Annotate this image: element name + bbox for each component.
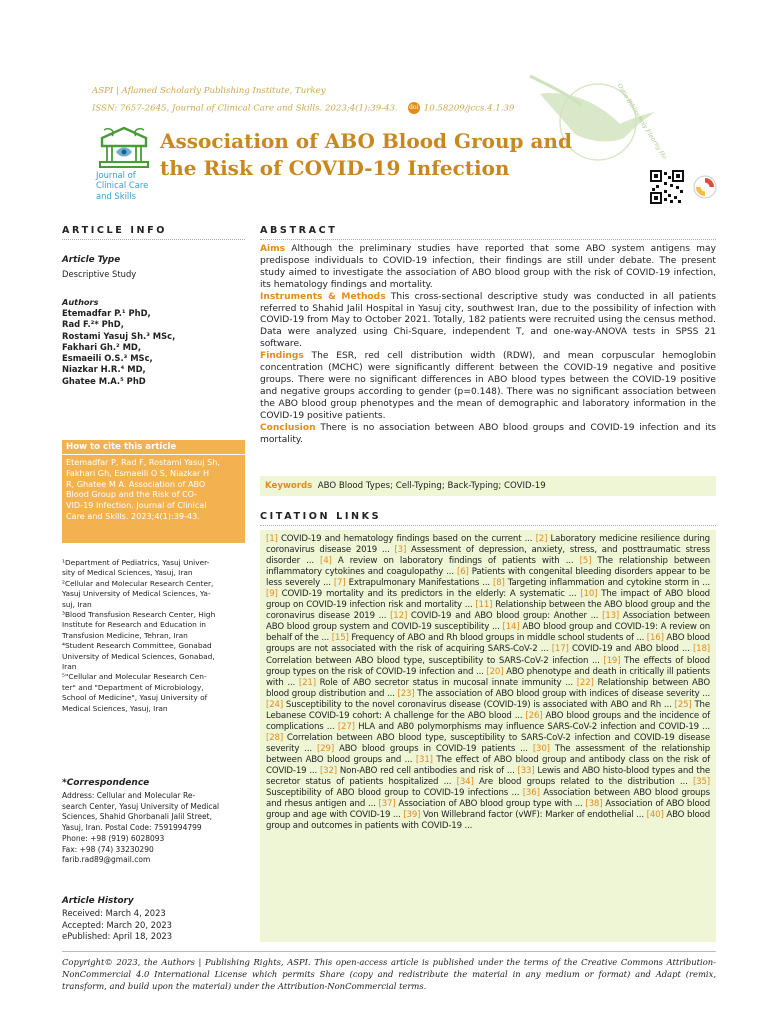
citation-link-text[interactable]: ABO blood groups and the incidence of complications ... [266,710,710,732]
citation-link-text[interactable]: Susceptibility to the novel coronavirus disease (COVID-19) is associated with ABO and Rh ... [283,699,675,710]
citation-link-number[interactable]: [13] [602,611,620,622]
citation-links-box [260,530,716,942]
article-type-label: Article Type [62,255,121,265]
how-to-cite-line: Fakhari Gh, Esmaeili O S, Niazkar H [66,467,210,478]
aims-text: Although the preliminary studies have reported that some ABO system antigens may predispose individuals to COVID-19 infection, their findings are still under debate. The present study aimed to investigate the association of ABO blood group with the risk of COVID-19 infection, its hematology findings and mortality. [260,244,716,290]
citation-link-number[interactable]: [35] [692,777,710,788]
findings-label: Findings [260,351,304,362]
citation-link-number[interactable]: [40] [646,810,664,821]
citation-link-number[interactable]: [26] [525,710,543,721]
citation-link-number[interactable]: [23] [397,688,415,699]
citation-link-text[interactable]: COVID-19 and hematology findings based on the current ... [277,534,536,544]
affiliation-line: Transfusion Medicine, Tehran, Iran [62,630,188,640]
qr-code-icon[interactable] [650,170,684,204]
how-to-cite-label: How to cite this article [62,440,245,455]
journal-logo-text [96,170,156,201]
how-to-cite-box [62,440,245,543]
citation-link-number[interactable]: [28] [266,732,284,743]
title-line-2: the Risk of COVID-19 Infection [160,156,510,180]
author-5: Esmaeili O.S.³ MSc, [62,353,153,364]
article-info-rule [62,239,245,240]
published-date: ePublished: April 18, 2023 [62,931,173,942]
article-history-label: Article History [62,896,134,906]
affiliation-line: ³Blood Transfusion Research Center, High [62,610,216,620]
abstract-rule [260,239,716,240]
affiliation-line: ⁵"Cellular and Molecular Research Cen- [62,672,207,682]
citation-link-number[interactable]: [16] [646,633,664,644]
received-date: Received: March 4, 2023 [62,908,166,918]
citation-link-number[interactable]: [37] [378,799,396,810]
aims-label: Aims [260,244,286,254]
title-line-1: Association of ABO Blood Group and [160,129,572,153]
affiliation-line: Yasuj University of Medical Sciences, Ya- [62,589,211,599]
how-to-cite-line: R, Ghatee M A. Association of ABO [66,478,206,489]
how-to-cite-line: Care and Skills. 2023;4(1):39-43. [66,510,200,521]
abstract-body [260,244,716,446]
citation-link-number[interactable]: [1] [266,534,278,544]
citation-link-number[interactable]: [32] [319,765,338,776]
citation-link-text[interactable]: ABO blood groups in COVID-19 patients ... [334,743,533,754]
doi-icon: doi [408,102,420,114]
citation-link-text[interactable]: ABO blood group and outcomes in patients with COVID-19 ... [266,810,711,832]
citation-link-text[interactable]: Patients with congenital bleeding disorders appear to be less severely ... [266,567,710,589]
keywords-label: Keywords [265,481,313,491]
copyright-notice: Copyright© 2023, the Authors | Publishing Rights, ASPI. This open-access article is published under the terms of the Creative Commons Attribution-NonCommercial 4.0 International License which permits Share (copy and redistribute the material in any medium or format) and Adapt (remix, transform, and build upon the material) under the Attribution-NonCommercial terms. [62,957,716,991]
correspondence-label: *Correspondence [62,778,150,788]
citation-link-text[interactable]: Extrapulmonary Manifestations ... [345,578,494,589]
citation-link-text[interactable]: Susceptibility of ABO blood group to COVID-19 infections ... [266,788,523,799]
affiliations [62,558,245,714]
author-6: Niazkar H.R.⁴ MD, [62,364,146,375]
citation-link-text[interactable]: Correlation between ABO blood type, susceptibility to SARS-CoV-2 infection ... [266,655,604,666]
citation-link-number[interactable]: [17] [551,644,569,655]
citation-link-number[interactable]: [27] [337,721,355,732]
citation-link-text[interactable]: Are blood groups related to the distribution ... [473,777,693,788]
citation-link-text[interactable]: Assessment of depression, anxiety, stress, and posttraumatic stress disorder ... [266,545,710,567]
citation-link-text[interactable]: Relationship between ABO blood group distribution and ... [266,677,710,699]
keywords-text: ABO Blood Types; Cell-Typing; Back-Typing; COVID-19 [317,481,546,491]
doi-link[interactable]: 10.58209/jccs.4.1.39 [423,103,515,114]
keywords-box [260,476,716,496]
citation-link-text[interactable]: COVID-19 mortality and its predictors in the elderly: A systematic ... [277,589,581,600]
citation-link-number[interactable]: [20] [486,666,504,677]
citation-link-number[interactable]: [19] [603,655,621,666]
journal-line [92,102,552,114]
how-to-cite-line: VID-19 Infection. Journal of Clinical [66,500,207,511]
citation-link-text[interactable]: Non-ABO red cell antibodies and risk of ... [337,765,518,776]
crossmark-icon[interactable] [692,174,718,200]
citation-link-text[interactable]: The relationship between inflammatory cytokines and coagulopathy ... [266,556,710,578]
citation-link-text[interactable]: Role of ABO secretor status in mucosal innate immunity ... [315,677,577,688]
stamp-text: Ostio Bibliocholy Flearny Ho [615,82,668,161]
citation-link-text[interactable]: Laboratory medicine resilience during coronavirus disease 2019 ... [266,534,710,556]
author-2: Rad F.²* PhD, [62,319,124,330]
address-line: Address: Cellular and Molecular Re- [62,791,196,800]
citation-link-number[interactable]: [2] [535,534,548,544]
citation-link-number[interactable]: [6] [457,567,469,578]
abstract-aims [260,244,716,292]
affiliation-line: Iran [62,662,77,672]
citation-link-number[interactable]: [22] [576,677,594,688]
citation-link-text[interactable]: Association of ABO blood group type with ... [395,799,586,810]
abstract-methods [260,292,716,352]
how-to-cite-line: Blood Group and the Risk of CO- [66,489,198,500]
affiliation-line: Institute for Research and Education in [62,620,206,630]
conclusion-label: Conclusion [260,422,316,433]
citation-link-text[interactable]: Association of ABO blood group and age with COVID-19 ... [266,799,711,821]
citation-link-number[interactable]: [10] [580,589,598,600]
findings-text: The ESR, red cell distribution width (RDW), and mean corpuscular hemoglobin concentration (MCHC) were significantly different between the COVID-19 negative and positive groups. There were no significant differences in ABO blood types between the COVID-19 positive and negative groups according to gender (p=0.148). There was no significant association between the ABO blood group phenotypes and the mean of demographic and laboratory information in the COVID-19 positive patients. [260,351,716,421]
address-line: search Center, Yasuj University of Medical [62,801,220,811]
citation-link-text[interactable]: ABO blood group and COVID-19: A review on behalf of the ... [266,622,710,644]
citation-link-number[interactable]: [29] [316,743,335,754]
citation-link-number[interactable]: [34] [456,777,474,788]
journal-logo-icon [96,124,152,174]
citation-link-text[interactable]: Relationship between the ABO blood group and the coronavirus disease 2019 ... [266,600,710,622]
citation-link-number[interactable]: [14] [502,622,520,633]
citation-link-text[interactable]: The assessment of the relationship between ABO blood groups and ... [266,743,710,765]
citation-link-text[interactable]: Lewis and ABO histo-blood types and the secretor status of patients hospitalized ... [266,765,710,788]
citation-link-text[interactable]: Association between ABO blood groups and rhesus antigen and ... [266,788,710,810]
address-line: Yasuj, Iran. Postal Code: 7591994799 [62,823,202,833]
logo-line-2: Clinical Care [96,180,149,191]
accepted-date: Accepted: March 20, 2023 [62,919,172,930]
citation-link-number[interactable]: [9] [266,589,278,600]
citation-link-number[interactable]: [4] [320,556,332,567]
citation-link-number[interactable]: [7] [333,578,346,589]
address-line: Sciences, Shahid Ghorbanali Jalil Street, [62,812,212,822]
citation-link-number[interactable]: [24] [266,699,284,710]
author-3: Rostami Yasuj Sh.³ MSc, [62,330,176,341]
logo-line-1: Journal of [96,170,136,180]
citation-link-text[interactable]: The Lebanese COVID-19 cohort: A challenge for the ABO blood ... [266,699,710,721]
citation-link-text[interactable]: HLA and AB0 polymorphisms may influence SARS-CoV-2 infection and COVID-19 ... [354,721,710,732]
affiliation-line: ⁴Student Research Committee, Gonabad [62,641,212,651]
citation-link-number[interactable]: [39] [403,810,421,821]
citation-link-text[interactable]: Von Willebrand factor (vWF): Marker of endothelial ... [420,810,647,821]
citation-link-number[interactable]: [38] [585,799,603,810]
fax-number: Fax: +98 (74) 33230290 [62,844,154,854]
citation-link-number[interactable]: [31] [415,754,433,765]
citation-links-rule [260,525,716,526]
how-to-cite-text [62,455,245,524]
article-info-heading: ARTICLE INFO [62,225,168,236]
citation-link-text[interactable]: Correlation between ABO blood type, susceptibility to SARS-CoV-2 infection and COVID-19 disease severity ... [266,732,710,754]
citation-link-number[interactable]: [5] [579,556,592,567]
author-4: Fakhari Gh.² MD, [62,341,142,352]
affiliation-line: sity of Medical Sciences, Yasuj, Iran [62,568,193,578]
author-1: Etemadfar P.¹ PhD, [62,308,151,318]
citation-link-text[interactable]: Frequency of ABO and Rh blood groups in middle school students of ... [348,633,647,644]
affiliation-line: suj, Iran [62,599,92,609]
citation-links-heading: CITATION LINKS [260,511,382,522]
conclusion-text: There is no association between ABO blood groups and COVID-19 infection and its mortality. [260,422,716,445]
citation-link-number[interactable]: [11] [475,600,493,611]
citation-link-text[interactable]: ABO phenotype and death in critically ill patients with ... [266,666,710,688]
article-type-value: Descriptive Study [62,269,137,279]
affiliation-line: University of Medical Sciences, Gonabad, [62,651,215,661]
citation-link-text[interactable]: COVID-19 and ABO blood ... [568,644,693,655]
affiliation-line: ¹Department of Pediatrics, Yasuj Univer- [62,558,210,567]
methods-label: Instruments & Methods [260,291,386,302]
article-history [62,908,172,943]
citation-link-number[interactable]: [21] [298,677,316,688]
affiliation-line: School of Medicine", Yasuj University of [62,693,208,703]
article-title [160,128,580,182]
methods-text: This cross-sectional descriptive study was conducted in all patients referred to Shahid Jalil Hospital in Yasuj city, southwest Iran, due to the possibility of infection with COVID-19 from May to October 2021. Totally, 182 patients were recruited using the census method. Data were analyzed using Chi-Square, independent T, and one-way-ANOVA tests in SPSS 21 software. [260,291,716,350]
author-7: Ghatee M.A.⁵ PhD [62,375,146,386]
footer-rule [62,951,716,952]
citation-link-number[interactable]: [33] [517,765,535,776]
citation-link-number[interactable]: [8] [493,578,505,589]
authors-list [62,308,175,387]
abstract-heading: ABSTRACT [260,225,338,236]
email-link[interactable]: farib.rad89@gmail.com [62,855,151,865]
publisher-line: ASPI | Aflamed Scholarly Publishing Institute, Turkey [92,86,326,96]
citation-link-text[interactable]: COVID-19 and ABO blood group: Another ... [407,611,603,622]
affiliation-line: ²Cellular and Molecular Research Center, [62,578,214,588]
citation-link-text[interactable]: A review on laboratory findings of patients with ... [331,556,580,567]
citation-link-number[interactable]: [36] [522,788,540,799]
citation-link-text[interactable]: The effect of ABO blood group and antibody class on the risk of COVID-19 ... [266,754,710,776]
logo-line-3: and Skills [96,190,136,201]
citation-link-number[interactable]: [12] [390,611,408,622]
citation-links-list [266,534,710,832]
citation-link-text[interactable]: The effects of blood group types on the risk of COVID-19 infection and ... [266,655,710,677]
abstract-findings [260,351,716,422]
correspondence-details [62,791,245,866]
citation-link-text[interactable]: The impact of ABO blood group on COVID-19 infection risk and mortality ... [266,589,710,611]
citation-link-text[interactable]: ABO blood groups are not associated with the risk of acquiring SARS-CoV-2 ... [266,633,710,655]
citation-link-number[interactable]: [25] [674,699,692,710]
phone-number: Phone: +98 (919) 6028093 [62,833,165,843]
how-to-cite-line: Etemadfar P, Rad F, Rostami Yasuj Sh, [66,457,220,467]
citation-link-number[interactable]: [15] [331,633,349,644]
authors-label: Authors [62,297,99,307]
citation-link-number[interactable]: [30] [532,743,550,754]
citation-link-text[interactable]: Targeting inflammation and cytokine storm in ... [504,578,710,589]
abstract-conclusion [260,423,716,447]
affiliation-line: ter" and "Department of Microbiology, [62,682,204,692]
journal-issn-text: ISSN: 7657-2645, Journal of Clinical Care and Skills. 2023;4(1):39-43. [92,103,398,114]
citation-link-text[interactable]: The association of ABO blood group with indices of disease severity ... [414,688,710,699]
citation-link-number[interactable]: [18] [692,644,710,655]
citation-link-number[interactable]: [3] [394,545,407,556]
affiliation-line: Medical Sciences, Yasuj, Iran [62,703,168,713]
citation-link-text[interactable]: Association between ABO blood group system and COVID-19 susceptibility ... [266,611,710,633]
